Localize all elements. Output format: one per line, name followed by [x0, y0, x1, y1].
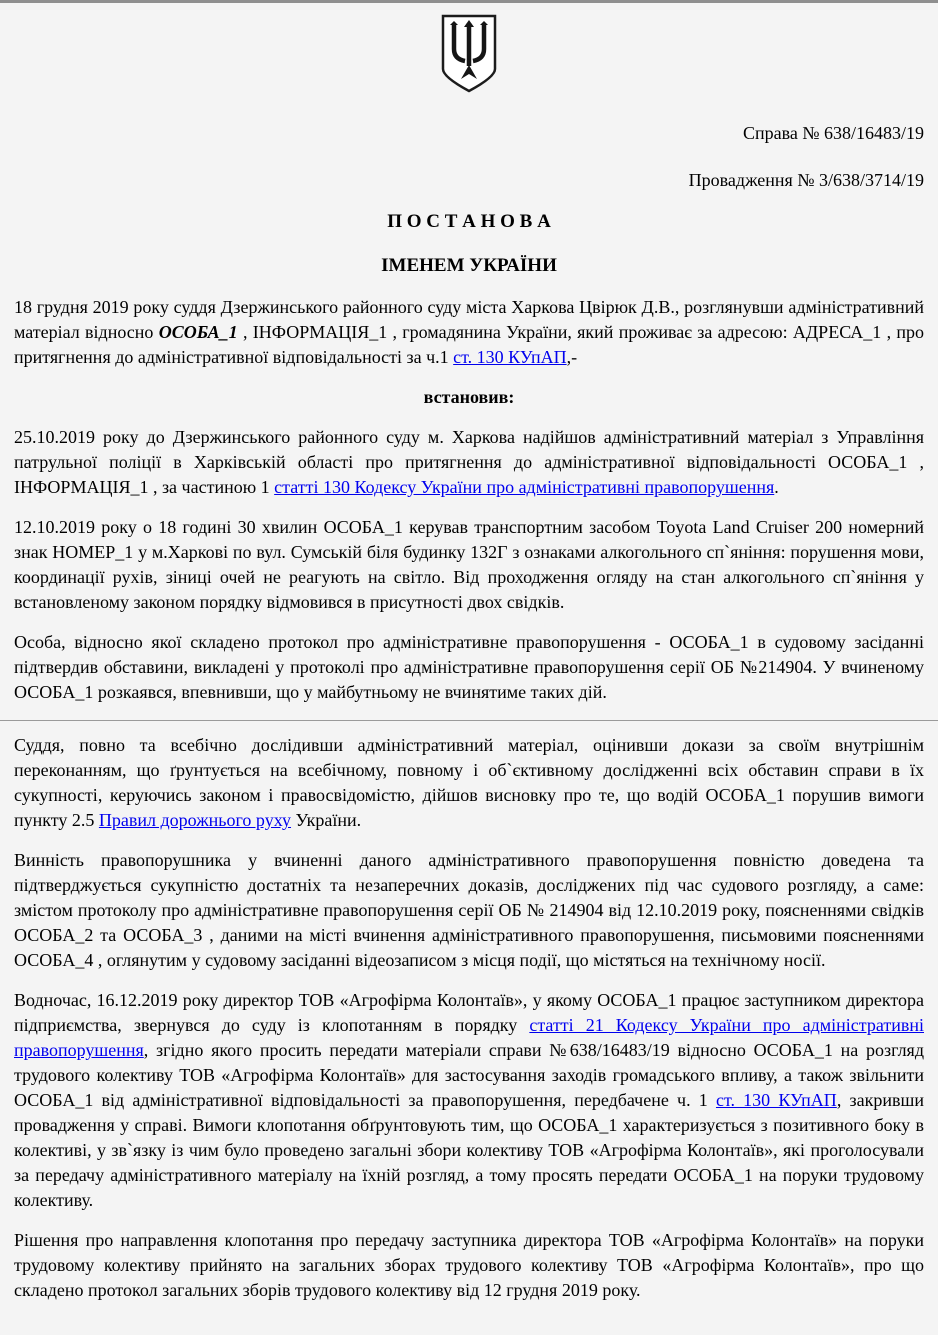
- text-run: ОСОБА_1: [158, 322, 238, 342]
- reasoning-paragraph-2: [14, 848, 924, 973]
- text-run: Водночас, 16.12.2019 року директор ТОВ «Агрофірма Колонтаїв», у якому ОСОБА_1 працює заступником директора підприємства, звернувся до суду із клопотанням в порядку: [14, 990, 924, 1035]
- resolution-paragraph: [14, 1228, 924, 1303]
- ukraine-trident-icon: [439, 14, 499, 94]
- text-run: 18 грудня 2019 року суддя Дзержинського районного суду міста Харкова Цвірюк Д.В., розглянувши адміністративний матеріал відносно: [14, 297, 924, 342]
- document-title: П О С Т А Н О В А: [387, 211, 551, 232]
- text-run: 25.10.2019 року до Дзержинського районного суду м. Харкова надійшов адміністративний матеріал з Управління патрульної поліції в Харківській області про притягнення до адміністративної відповідальності ОСОБА_1 , ІНФОРМАЦІЯ_1 , за частиною 1: [14, 427, 924, 497]
- text-run: , ІНФОРМАЦІЯ_1 , громадянина України, який проживає за адресою: АДРЕСА_1 , про притягнення до адміністративної відповідальності за ч.1: [14, 322, 925, 367]
- section-divider: [0, 720, 938, 721]
- facts-paragraph-1: [14, 425, 924, 500]
- text-run: Винність правопорушника у вчиненні даного адміністративного правопорушення повністю доведена та підтверджується сукупністю достатніх та незаперечних доказів, досліджених під час судового розгляду, а саме: змістом протоколу про адміністративне правопорушення серії ОБ № 214904 від 12.10.2019 року, поясненнями свідків ОСОБА_2 та ОСОБА_3 , даними на місті вчинення адміністративного правопорушення, письмовими поясненнями ОСОБА_4 , оглянутим у судовому засіданні відеозаписом з місця події, що містяться на технічному носії.: [14, 850, 924, 970]
- facts-paragraph-2: [14, 515, 924, 615]
- text-run: .: [774, 477, 779, 497]
- document-paragraphs: [14, 295, 924, 1303]
- statute-link[interactable]: Правил дорожнього руху: [98, 810, 292, 830]
- text-run: , закривши провадження у справі. Вимоги клопотання обґрунтовують тим, що ОСОБА_1 характеризується з позитивного боку в колективі, у зв`язку із чим було проведено загальні збори колективу ТОВ «Агрофірма Колонтаїв», які проголосували за передачу адміністративного матеріалу на їхній розгляд, а тому просять передати ОСОБА_1 на поруки трудовому колективу.: [14, 1090, 924, 1210]
- text-run: Рішення про направлення клопотання про передачу заступника директора ТОВ «Агрофірма Колонтаїв» на поруки трудовому колективу прийнято на загальних зборах трудового колективу ТОВ «Агрофірма Колонтаїв», про що складено протокол загальних зборів трудового колективу від 12 грудня 2019 року.: [14, 1230, 924, 1300]
- text-run: Суддя, повно та всебічно дослідивши адміністративний матеріал, оцінивши докази за своїм внутрішнім переконанням, що ґрунтується на всебічному, повному і об`єктивному дослідженні всіх обставин справи в їх сукупності, керуючись законом і правосвідомістю, дійшов висновку про те, що водій ОСОБА_1 порушив вимоги пункту 2.5: [14, 735, 924, 830]
- text-run: України.: [291, 810, 362, 830]
- text-run: ,-: [566, 347, 578, 367]
- statute-link[interactable]: статті 130 Кодексу України про адміністративні правопорушення: [274, 477, 775, 497]
- case-number: Справа № 638/16483/19: [742, 123, 924, 143]
- statute-link[interactable]: статті 21 Кодексу України про адміністративні правопорушення: [14, 1015, 924, 1060]
- text-run: Особа, відносно якої складено протокол про адміністративне правопорушення - ОСОБА_1 в судовому засіданні підтвердив обставини, викладені у протоколі про адміністративне правопорушення серії ОБ №214904. У вчиненому ОСОБА_1 розкаявся, впевнивши, що у майбутньому не вчинятиме таких дій.: [14, 632, 924, 702]
- reasoning-paragraph-1: [14, 733, 924, 833]
- text-run: 12.10.2019 року о 18 годині 30 хвилин ОСОБА_1 керував транспортним засобом Toyota Land Cruiser 200 номерний знак НОМЕР_1 у м.Харкові по вул. Сумській біля будинку 132Г з ознаками алкогольного сп`яніння: порушення мови, координації рухів, зіниці очей не реагують на світло. Від проходження огляду на стан алкогольного сп`яніння у встановленому законом порядку відмовився в присутності двох свідків.: [14, 517, 924, 612]
- text-run: , згідно якого просить передати матеріали справи №638/16483/19 відносно ОСОБА_1 на розгляд трудового колективу ТОВ «Агрофірма Колонтаїв» для застосування заходів громадського впливу, а також звільнити ОСОБА_1 від адміністративної відповідальності за правопорушення, передбачене ч. 1: [14, 1040, 924, 1110]
- intro-paragraph: [14, 295, 924, 370]
- section-heading: [14, 385, 924, 410]
- coat-of-arms: [14, 3, 924, 94]
- facts-paragraph-3: [14, 630, 924, 705]
- statute-link[interactable]: ст. 130 КУпАП: [715, 1090, 837, 1110]
- document-subtitle: ІМЕНЕМ УКРАЇНИ: [381, 255, 557, 276]
- proceedings-number: Провадження № 3/638/3714/19: [688, 170, 924, 190]
- petition-paragraph: [14, 988, 924, 1213]
- text-run: встановив:: [423, 387, 515, 407]
- statute-link[interactable]: ст. 130 КУпАП: [453, 347, 567, 367]
